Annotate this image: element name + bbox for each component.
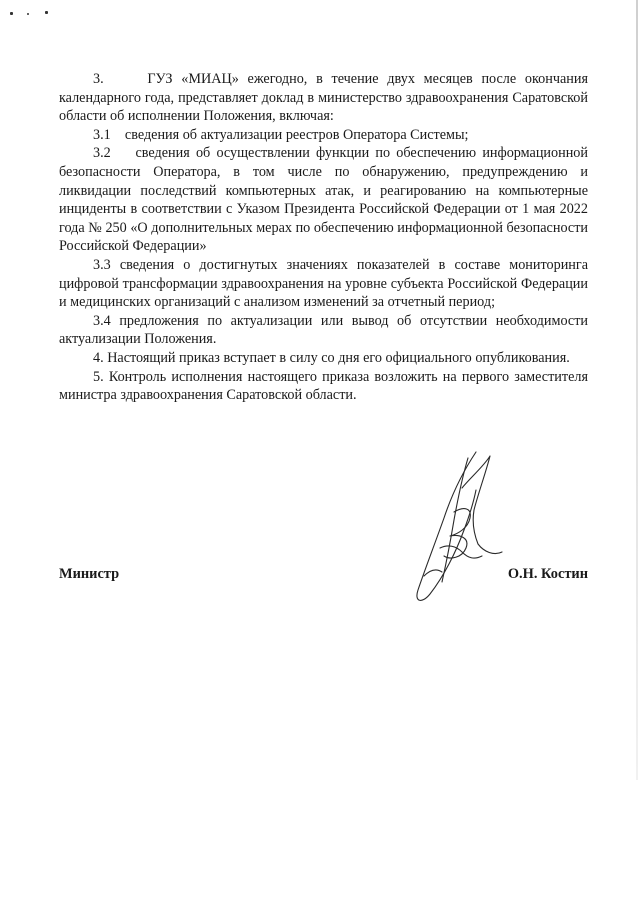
paragraph-3-2: 3.2 сведения об осуществлении функции по обеспечению информационной безопасности Оператора, в том числе по обнаружению, предупреждению и ликвидации последствий компьютерных атак, и реагированию на компьютерные инциденты в соответствии с Указом Президента Российской Федерации от 1 мая 2022 года № 250 «О дополнительных мерах по обеспечению информационной безопасности Российской Федерации» xyxy=(59,145,588,255)
paragraph-4: 4. Настоящий приказ вступает в силу со дня его официального опубликования. xyxy=(93,349,570,366)
scan-mark xyxy=(45,11,48,14)
signature-block xyxy=(59,566,588,596)
handwritten-signature xyxy=(404,448,508,608)
signatory-title: Министр xyxy=(59,566,120,582)
signatory-name: О.Н. Костин xyxy=(507,566,588,582)
scan-mark xyxy=(10,12,13,15)
scan-mark xyxy=(27,13,29,15)
paragraph-3-3: 3.3 сведения о достигнутых значениях показателей в составе мониторинга цифровой трансформации здравоохранения на уровне субъекта Российской Федерации и медицинских организаций с анализом изменений за отчетный период; xyxy=(59,256,588,311)
paragraph-3: 3. ГУЗ «МИАЦ» ежегодно, в течение двух месяцев после окончания календарного года, представляет доклад в министерство здравоохранения Саратовской области об исполнении Положения, включая: xyxy=(59,71,588,125)
scan-edge xyxy=(636,0,638,780)
paragraph-3-4: 3.4 предложения по актуализации или вывод об отсутствии необходимости актуализации Положения. xyxy=(59,312,588,348)
paragraph-5: 5. Контроль исполнения настоящего приказа возложить на первого заместителя министра здравоохранения Саратовской области. xyxy=(59,368,588,404)
document-body xyxy=(59,70,588,405)
paragraph-3-1: 3.1 сведения об актуализации реестров Оператора Системы; xyxy=(93,126,469,143)
